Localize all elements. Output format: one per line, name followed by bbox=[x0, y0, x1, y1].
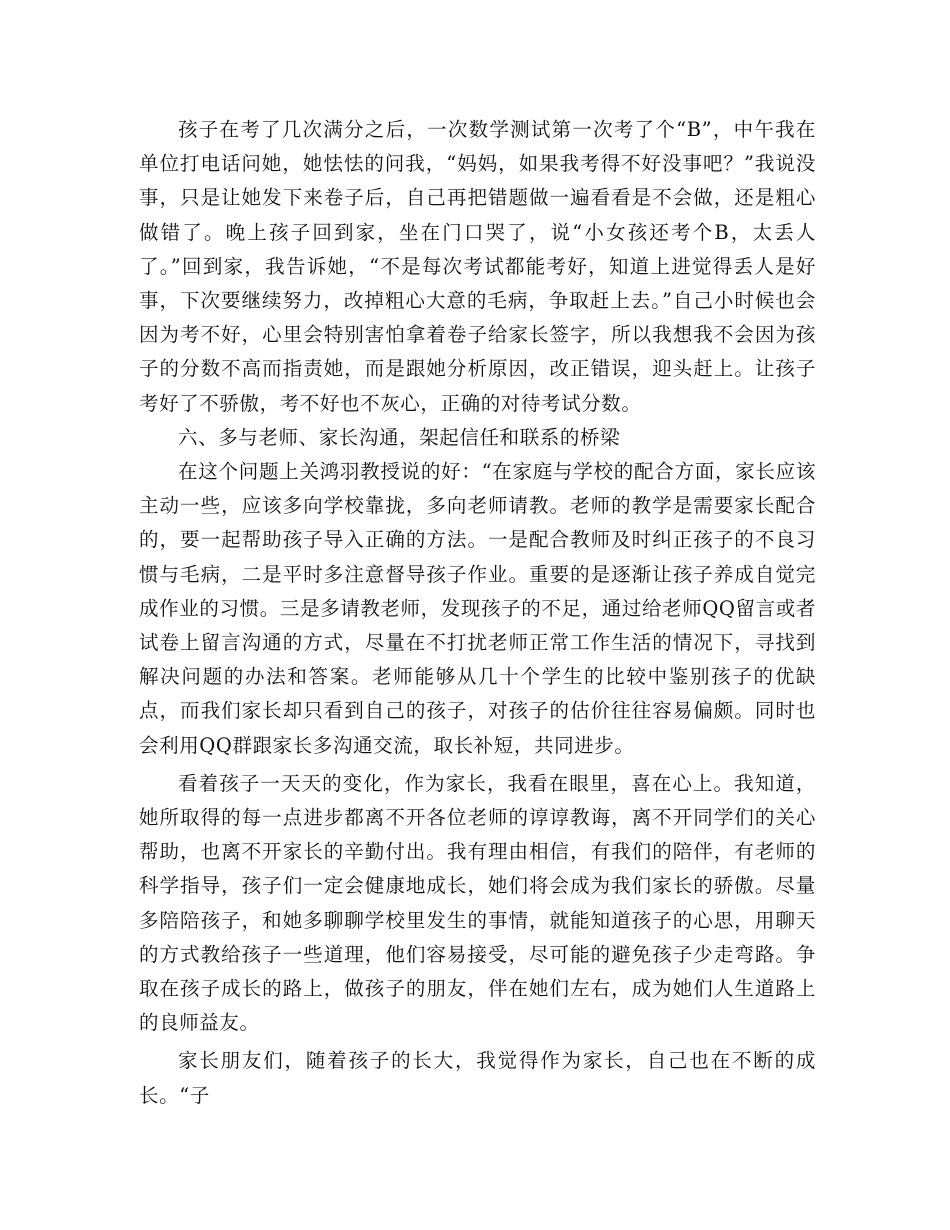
document-page bbox=[139, 113, 816, 1113]
paragraph-parents-growth: 家长朋友们，随着孩子的长大，我觉得作为家长，自己也在不断的成长。“子 bbox=[139, 1049, 816, 1107]
paragraph-child-progress: 看着孩子一天天的变化，作为家长，我看在眼里，喜在心上。我知道，她所取得的每一点进步都离不开各位老师的谆谆教诲，离不开同学们的关心帮助，也离不开家长的辛勤付出。我有理由相信，有我们的陪伴，有老师的科学指导，孩子们一定会健康地成长，她们将会成为我们家长的骄傲。尽量多陪陪孩子，和她多聊聊学校里发生的事情，就能知道孩子的心思，用聊天的方式教给孩子一些道理，他们容易接受，尽可能的避免孩子少走弯路。争取在孩子成长的路上，做孩子的朋友，伴在她们左右，成为她们人生道路上的良师益友。 bbox=[139, 771, 816, 1035]
section-heading-communication: 六、多与老师、家长沟通，架起信任和联系的桥梁 bbox=[178, 425, 621, 449]
paragraph-exam-grade: 孩子在考了几次满分之后，一次数学测试第一次考了个“B”，中午我在单位打电话问她，她怯怯的问我，“妈妈，如果我考得不好没事吧？”我说没事，只是让她发下来卷子后，自己再把错题做一遍看看是不会做，还是粗心做错了。晚上孩子回到家，坐在门口哭了，说“小女孩还考个B，太丢人了。”回到家，我告诉她，“不是每次考试都能考好，知道上进觉得丢人是好事，下次要继续努力，改掉粗心大意的毛病，争取赶上去。”自己小时候也会因为考不好，心里会特别害怕拿着卷子给家长签字，所以我想我不会因为孩子的分数不高而指责她，而是跟她分析原因，改正错误，迎头赶上。让孩子考好了不骄傲，考不好也不灰心，正确的对待考试分数。 bbox=[139, 118, 816, 415]
paragraph-teacher-cooperation: 在这个问题上关鸿羽教授说的好：“在家庭与学校的配合方面，家长应该主动一些，应该多向学校靠拢，多向老师请教。老师的教学是需要家长配合的，要一起帮助孩子导入正确的方法。一是配合教师及时纠正孩子的不良习惯与毛病，二是平时多注意督导孩子作业。重要的是逐渐让孩子养成自觉完成作业的习惯。三是多请教老师，发现孩子的不足，通过给老师QQ留言或者试卷上留言沟通的方式，尽量在不打扰老师正常工作生活的情况下，寻找到解决问题的办法和答案。老师能够从几十个学生的比较中鉴别孩子的优缺点，而我们家长却只看到自己的孩子，对孩子的估价往往容易偏颇。同时也会利用QQ群跟家长多沟通交流，取长补短，共同进步。 bbox=[139, 460, 816, 757]
